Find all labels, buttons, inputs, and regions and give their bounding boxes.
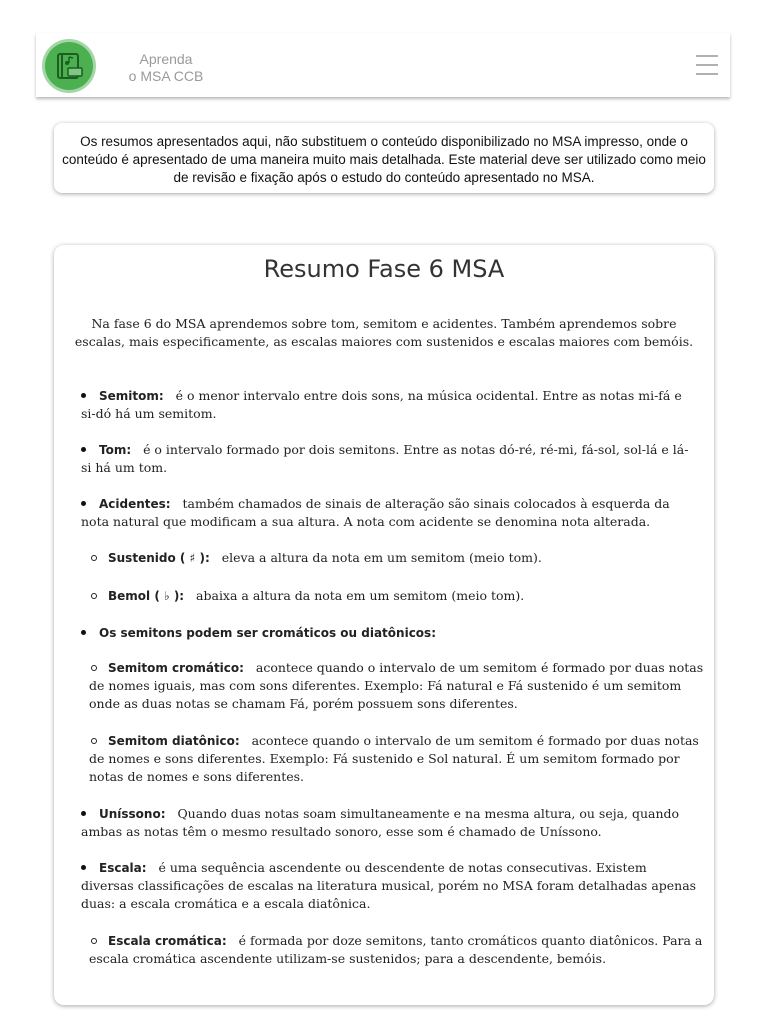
item-text: é o intervalo formado por dois semitons. Entre as notas dó-ré, ré-mi, fá-sol, sol-lá e lá-si há um tom. <box>81 442 689 475</box>
summary-title: Resumo Fase 6 MSA <box>263 255 505 283</box>
bullet-icon <box>91 665 97 671</box>
summary-card <box>54 245 714 1005</box>
logo[interactable] <box>45 42 93 90</box>
list-item-semitom <box>81 387 697 423</box>
item-text: eleva a altura da nota em um semitom (meio tom). <box>221 550 542 565</box>
list-item-sustenido <box>89 549 705 567</box>
list-item-bemol <box>89 587 705 605</box>
notice-box <box>54 123 714 193</box>
item-text: é o menor intervalo entre dois sons, na música ocidental. Entre as notas mi-fá e si-dó há um semitom. <box>81 388 682 421</box>
item-text: é uma sequência ascendente ou descendente de notas consecutivas. Existem diversas classificações de escalas na literatura musical, porém no MSA foram detalhadas apenas duas: a escala cromática e a escala diatônica. <box>81 860 697 911</box>
item-term: Tom: <box>99 443 132 457</box>
item-text: acontece quando o intervalo de um semitom é formado por duas notas de nomes iguais, mas com sons diferentes. Exemplo: Fá natural e Fá sustenido é um semitom onde as duas notas se chamam Fá, porém possuem sons diferentes. <box>89 660 704 711</box>
bullet-icon <box>91 738 97 744</box>
bullet-icon <box>81 865 86 870</box>
bullet-icon <box>81 447 86 452</box>
item-term: Acidentes: <box>99 497 171 511</box>
bullet-icon <box>81 811 86 816</box>
item-text: acontece quando o intervalo de um semitom é formado por duas notas de nomes e sons diferentes. Exemplo: Fá sustenido e Sol natural. É um semitom formado por notas de nomes e sons diferentes. <box>89 733 699 784</box>
item-term: Bemol ( ♭ ): <box>108 589 185 603</box>
bullet-icon <box>91 938 97 944</box>
list-item-acidentes <box>81 495 697 531</box>
bullet-icon <box>81 501 86 506</box>
item-text: também chamados de sinais de alteração são sinais colocados à esquerda da nota natural que modificam a sua altura. A nota com acidente se denomina nota alterada. <box>81 496 670 529</box>
music-book-icon <box>54 51 84 81</box>
hamburger-menu-icon[interactable] <box>696 55 718 77</box>
item-term: Uníssono: <box>99 807 166 821</box>
bullet-icon <box>91 555 97 561</box>
list-item-tom <box>81 441 697 477</box>
list-item-semitom-diatonico <box>89 732 705 786</box>
list-item-unissono <box>81 805 697 841</box>
item-text: é formada por doze semitons, tanto cromáticos quanto diatônicos. Para a escala cromática ascendente utilizam-se sustenidos; para a descendente, bemóis. <box>89 933 703 966</box>
bullet-icon <box>81 630 86 635</box>
item-term: Escala cromática: <box>108 934 227 948</box>
brand-line-2: o MSA CCB <box>128 68 204 84</box>
list-item-semitom-cromatico <box>89 659 705 713</box>
bullet-icon <box>81 393 86 398</box>
item-term: Semitom: <box>99 389 164 403</box>
brand-line-1: Aprenda <box>139 51 193 67</box>
list-item-escala-cromatica <box>89 932 705 968</box>
item-term: Os semitons podem ser cromáticos ou diatônicos: <box>99 626 436 640</box>
item-term: Escala: <box>99 861 147 875</box>
item-term: Semitom diatônico: <box>108 734 240 748</box>
brand-name[interactable] <box>116 51 216 85</box>
list-item-semitons-tipos <box>81 624 697 642</box>
item-text: Quando duas notas soam simultaneamente e na mesma altura, ou seja, quando ambas as notas têm o mesmo resultado sonoro, esse som é chamado de Uníssono. <box>81 806 680 839</box>
app-header <box>36 33 730 97</box>
list-item-escala <box>81 859 697 913</box>
item-term: Semitom cromático: <box>108 661 244 675</box>
item-text: abaixa a altura da nota em um semitom (meio tom). <box>196 588 525 603</box>
bullet-icon <box>91 593 97 599</box>
summary-intro: Na fase 6 do MSA aprendemos sobre tom, semitom e acidentes. Também aprendemos sobre escalas, mais especificamente, as escalas maiores com sustenidos e escalas maiores com bemóis. <box>74 316 694 349</box>
item-term: Sustenido ( ♯ ): <box>108 551 210 565</box>
notice-text: Os resumos apresentados aqui, não substituem o conteúdo disponibilizado no MSA impresso, onde o conteúdo é apresentado de uma maneira muito mais detalhada. Este material deve ser utilizado como meio de revisão e fixação após o estudo do conteúdo apresentado no MSA. <box>62 134 706 185</box>
